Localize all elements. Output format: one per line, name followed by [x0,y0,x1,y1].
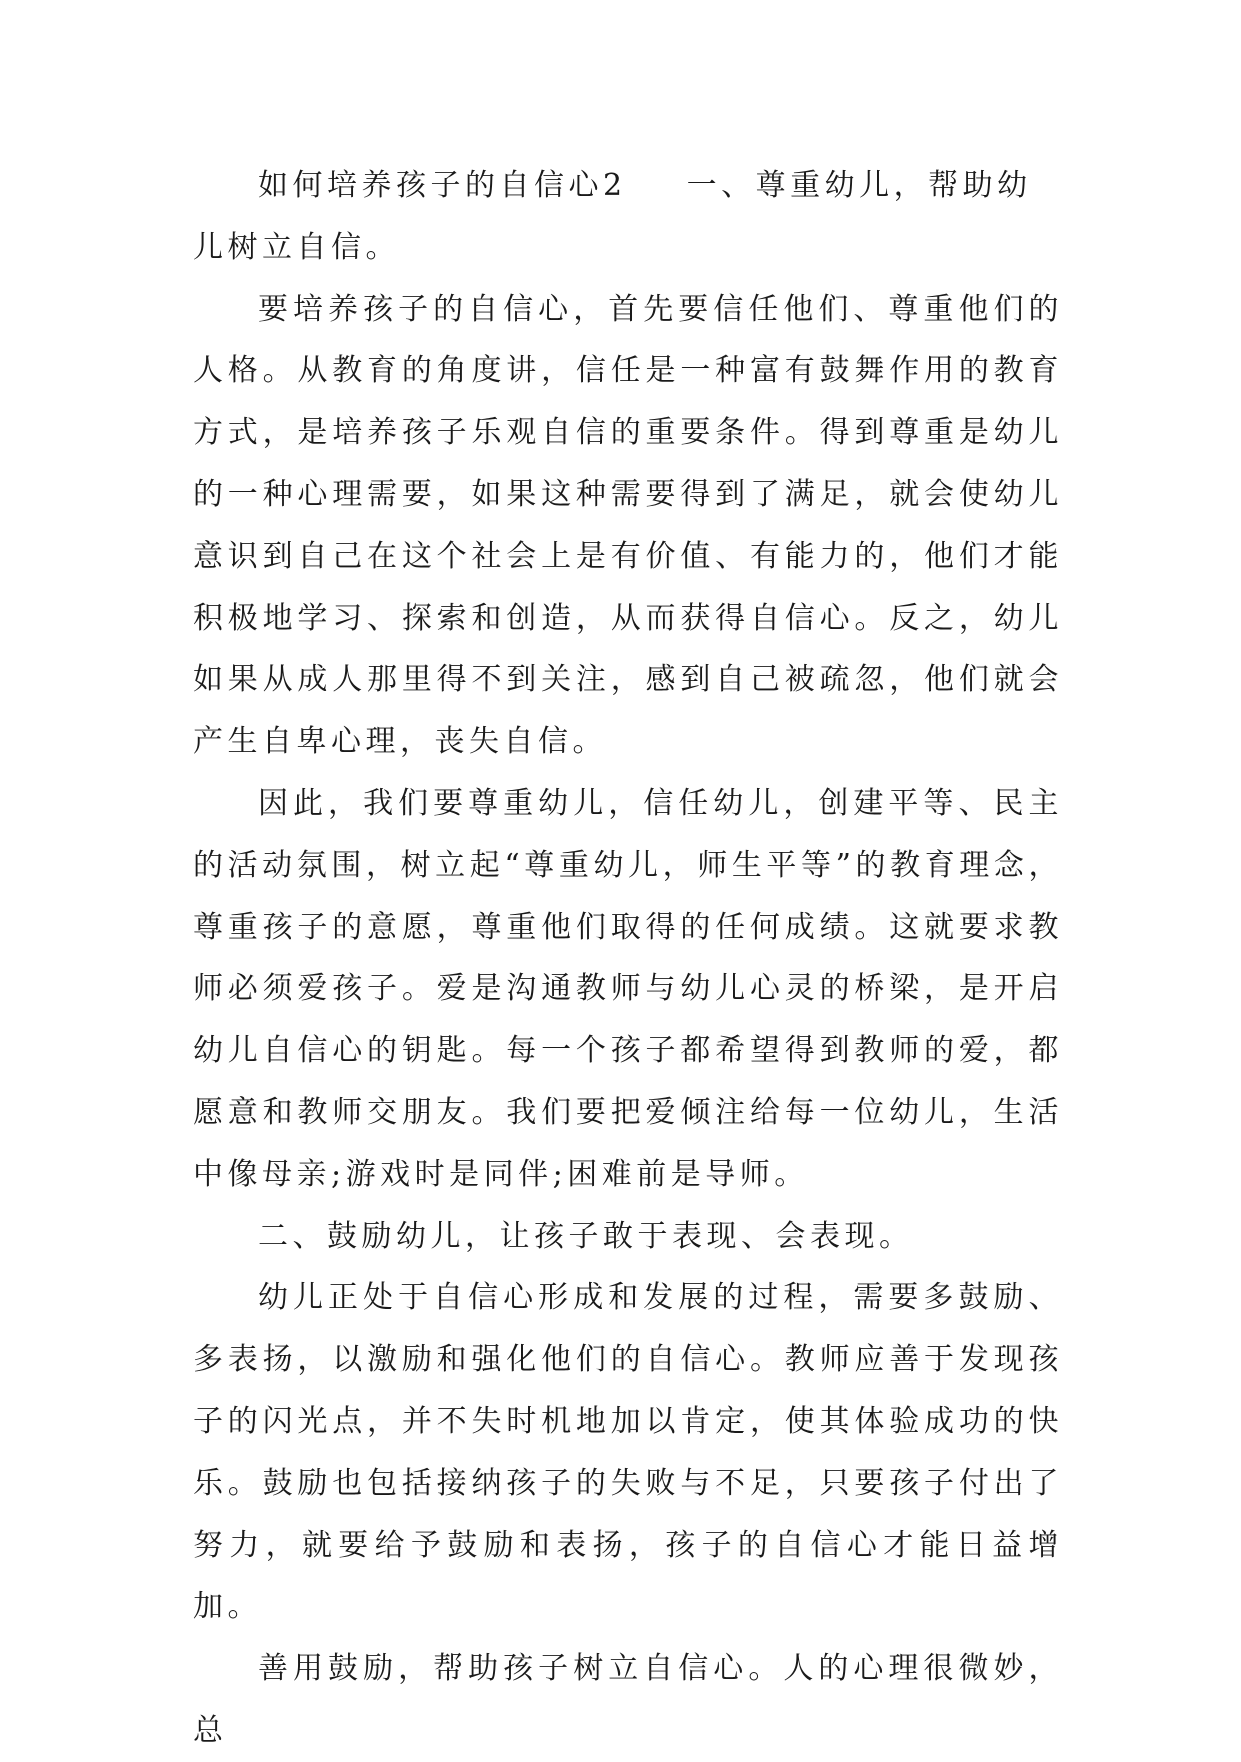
document-title: 如何培养孩子的自信心2 [258,168,627,203]
paragraph-4: 善用鼓励，帮助孩子树立自信心。人的心理很微妙，总 [193,1651,1063,1748]
document-page [193,155,1063,1762]
paragraph-3: 幼儿正处于自信心形成和发展的过程，需要多鼓励、多表扬，以激励和强化他们的自信心。教师应善于发现孩子的闪光点，并不失时机地加以肯定，使其体验成功的快乐。鼓励也包括接纳孩子的失败与不足，只要孩子付出了努力，就要给予鼓励和表扬，孩子的自信心才能日益增加。 [193,1280,1063,1625]
paragraph-2: 因此，我们要尊重幼儿，信任幼儿，创建平等、民主的活动氛围，树立起“尊重幼儿，师生平等”的教育理念，尊重孩子的意愿，尊重他们取得的任何成绩。这就要求教师必须爱孩子。爱是沟通教师与幼儿心灵的桥梁，是开启幼儿自信心的钥匙。每一个孩子都希望得到教师的爱，都愿意和教师交朋友。我们要把爱倾注给每一位幼儿，生活中像母亲;游戏时是同伴;困难前是导师。 [193,785,1063,1192]
section-heading-1: 一、尊重幼儿，帮助幼儿树立自信。 [193,168,1032,265]
title-and-first-heading [193,155,1063,279]
section-heading-2: 二、鼓励幼儿，让孩子敢于表现、会表现。 [258,1218,914,1254]
paragraph-1: 要培养孩子的自信心，首先要信任他们、尊重他们的人格。从教育的角度讲，信任是一种富有鼓舞作用的教育方式，是培养孩子乐观自信的重要条件。得到尊重是幼儿的一种心理需要，如果这种需要得到了满足，就会使幼儿意识到自己在这个社会上是有价值、有能力的，他们才能积极地学习、探索和创造，从而获得自信心。反之，幼儿如果从成人那里得不到关注，感到自己被疏忽，他们就会产生自卑心理，丧失自信。 [193,291,1063,760]
